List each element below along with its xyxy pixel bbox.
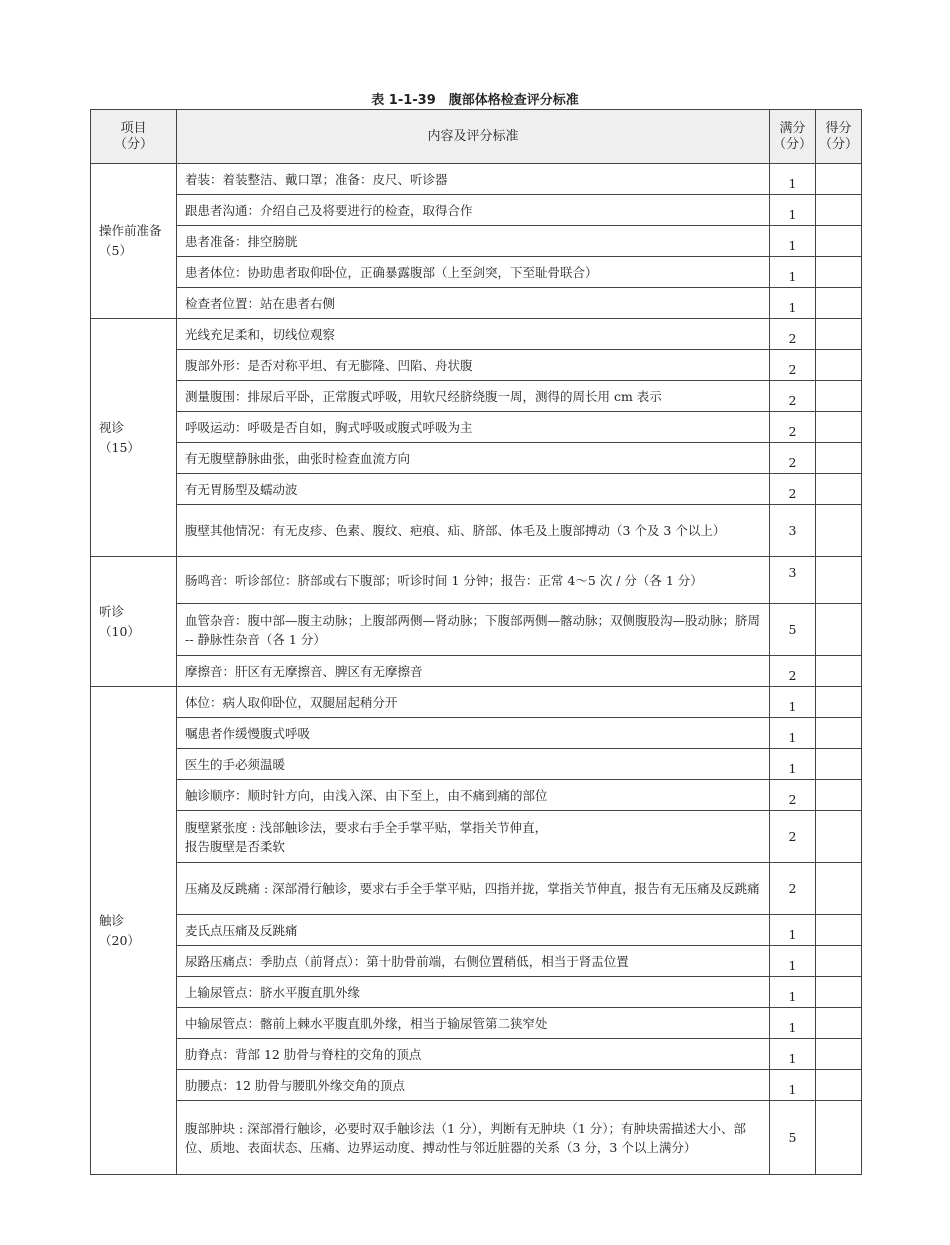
header-got-score: 得分 （分） [816, 110, 862, 164]
full-score: 1 [770, 195, 816, 226]
table-row [91, 946, 862, 977]
table-row [91, 811, 862, 863]
full-score: 1 [770, 915, 816, 946]
criteria-text: 跟患者沟通：介绍自己及将要进行的检查，取得合作 [177, 195, 770, 226]
header-content: 内容及评分标准 [177, 110, 770, 164]
criteria-text: 中输尿管点：髂前上棘水平腹直肌外缘，相当于输尿管第二狭窄处 [177, 1008, 770, 1039]
score-cell[interactable] [816, 505, 862, 557]
table-row [91, 1101, 862, 1175]
score-cell[interactable] [816, 863, 862, 915]
full-score: 2 [770, 474, 816, 505]
table-row [91, 474, 862, 505]
criteria-text: 肋脊点：背部 12 肋骨与脊柱的交角的顶点 [177, 1039, 770, 1070]
header-full-score: 满分 （分） [770, 110, 816, 164]
table-row [91, 718, 862, 749]
criteria-text: 麦氏点压痛及反跳痛 [177, 915, 770, 946]
criteria-text: 着装：着装整洁、戴口罩；准备：皮尺、听诊器 [177, 164, 770, 195]
full-score: 3 [770, 557, 816, 604]
score-cell[interactable] [816, 1008, 862, 1039]
criteria-text: 有无腹壁静脉曲张，曲张时检查血流方向 [177, 443, 770, 474]
score-cell[interactable] [816, 288, 862, 319]
criteria-text: 腹壁其他情况：有无皮疹、色素、腹纹、疤痕、疝、脐部、体毛及上腹部搏动（3 个及 3 个以上） [177, 505, 770, 557]
criteria-text: 上输尿管点：脐水平腹直肌外缘 [177, 977, 770, 1008]
table-row [91, 226, 862, 257]
full-score: 5 [770, 604, 816, 656]
full-score: 1 [770, 226, 816, 257]
full-score: 1 [770, 1070, 816, 1101]
score-cell[interactable] [816, 915, 862, 946]
full-score: 2 [770, 443, 816, 474]
table-row [91, 915, 862, 946]
table-row [91, 319, 862, 350]
score-cell[interactable] [816, 474, 862, 505]
full-score: 1 [770, 164, 816, 195]
score-cell[interactable] [816, 811, 862, 863]
criteria-text: 腹部肿块 : 深部滑行触诊，必要时双手触诊法（1 分），判断有无肿块（1 分）；有肿块需描述大小、部位、质地、表面状态、压痛、边界运动度、搏动性与邻近脏器的关系（3 分，3 个以上满分） [177, 1101, 770, 1175]
table-row [91, 164, 862, 195]
criteria-text: 呼吸运动：呼吸是否自如，胸式呼吸或腹式呼吸为主 [177, 412, 770, 443]
criteria-text: 检查者位置：站在患者右侧 [177, 288, 770, 319]
criteria-text: 肠鸣音：听诊部位：脐部或右下腹部；听诊时间 1 分钟；报告：正常 4～5 次 / 分（各 1 分） [177, 557, 770, 604]
criteria-text: 体位：病人取仰卧位，双腿屈起稍分开 [177, 687, 770, 718]
full-score: 1 [770, 288, 816, 319]
criteria-text: 压痛及反跳痛 : 深部滑行触诊，要求右手全手掌平贴，四指并拢，掌指关节伸直，报告有无压痛及反跳痛 [177, 863, 770, 915]
score-cell[interactable] [816, 350, 862, 381]
score-cell[interactable] [816, 257, 862, 288]
score-cell[interactable] [816, 381, 862, 412]
full-score: 2 [770, 780, 816, 811]
score-cell[interactable] [816, 718, 862, 749]
full-score: 1 [770, 687, 816, 718]
full-score: 1 [770, 1008, 816, 1039]
score-cell[interactable] [816, 946, 862, 977]
table-row [91, 505, 862, 557]
score-cell[interactable] [816, 443, 862, 474]
score-cell[interactable] [816, 604, 862, 656]
score-cell[interactable] [816, 557, 862, 604]
section-category: 触诊 （20） [91, 687, 177, 1175]
full-score: 2 [770, 656, 816, 687]
criteria-text: 尿路压痛点：季肋点（前肾点）：第十肋骨前端，右侧位置稍低，相当于肾盂位置 [177, 946, 770, 977]
section-category: 视诊 （15） [91, 319, 177, 557]
criteria-text: 摩擦音：肝区有无摩擦音、脾区有无摩擦音 [177, 656, 770, 687]
full-score: 2 [770, 811, 816, 863]
full-score: 1 [770, 977, 816, 1008]
full-score: 1 [770, 718, 816, 749]
criteria-text: 有无胃肠型及蠕动波 [177, 474, 770, 505]
table-row [91, 977, 862, 1008]
table-row [91, 1008, 862, 1039]
criteria-text: 肋腰点：12 肋骨与腰肌外缘交角的顶点 [177, 1070, 770, 1101]
table-row [91, 749, 862, 780]
table-row [91, 863, 862, 915]
score-cell[interactable] [816, 977, 862, 1008]
table-row [91, 443, 862, 474]
criteria-text: 腹壁紧张度 : 浅部触诊法，要求右手全手掌平贴，掌指关节伸直， 报告腹壁是否柔软 [177, 811, 770, 863]
score-cell[interactable] [816, 195, 862, 226]
full-score: 5 [770, 1101, 816, 1175]
score-cell[interactable] [816, 1039, 862, 1070]
score-cell[interactable] [816, 780, 862, 811]
criteria-text: 患者体位：协助患者取仰卧位，正确暴露腹部（上至剑突，下至耻骨联合） [177, 257, 770, 288]
table-row [91, 604, 862, 656]
score-cell[interactable] [816, 412, 862, 443]
table-row [91, 381, 862, 412]
table-row [91, 195, 862, 226]
table-row [91, 350, 862, 381]
full-score: 2 [770, 319, 816, 350]
full-score: 1 [770, 1039, 816, 1070]
table-row [91, 656, 862, 687]
criteria-text: 测量腹围：排尿后平卧，正常腹式呼吸，用软尺经脐绕腹一周，测得的周长用 cm 表示 [177, 381, 770, 412]
score-cell[interactable] [816, 164, 862, 195]
criteria-text: 嘱患者作缓慢腹式呼吸 [177, 718, 770, 749]
table-row [91, 257, 862, 288]
table-row [91, 288, 862, 319]
criteria-text: 光线充足柔和，切线位观察 [177, 319, 770, 350]
score-cell[interactable] [816, 319, 862, 350]
table-row [91, 1039, 862, 1070]
score-cell[interactable] [816, 1070, 862, 1101]
full-score: 1 [770, 257, 816, 288]
section-category: 操作前准备 （5） [91, 164, 177, 319]
header-item: 项目 （分） [91, 110, 177, 164]
full-score: 2 [770, 412, 816, 443]
header-row [91, 110, 862, 164]
full-score: 2 [770, 381, 816, 412]
full-score: 2 [770, 350, 816, 381]
table-row [91, 1070, 862, 1101]
criteria-text: 血管杂音：腹中部—腹主动脉；上腹部两侧—肾动脉；下腹部两侧—髂动脉；双侧腹股沟—股动脉；脐周 -- 静脉性杂音（各 1 分） [177, 604, 770, 656]
full-score: 1 [770, 946, 816, 977]
full-score: 1 [770, 749, 816, 780]
scoring-table [90, 109, 862, 1175]
table-row [91, 412, 862, 443]
score-cell[interactable] [816, 749, 862, 780]
full-score: 2 [770, 863, 816, 915]
criteria-text: 医生的手必须温暖 [177, 749, 770, 780]
score-cell[interactable] [816, 656, 862, 687]
score-cell[interactable] [816, 226, 862, 257]
criteria-text: 患者准备：排空膀胱 [177, 226, 770, 257]
section-category: 听诊 （10） [91, 557, 177, 687]
table-caption: 表 1-1-39 腹部体格检查评分标准 [371, 93, 579, 108]
full-score: 3 [770, 505, 816, 557]
table-row [91, 780, 862, 811]
criteria-text: 触诊顺序：顺时针方向，由浅入深、由下至上，由不痛到痛的部位 [177, 780, 770, 811]
criteria-text: 腹部外形：是否对称平坦、有无膨隆、凹陷、舟状腹 [177, 350, 770, 381]
table-row [91, 557, 862, 604]
table-row [91, 687, 862, 718]
score-cell[interactable] [816, 687, 862, 718]
score-cell[interactable] [816, 1101, 862, 1175]
